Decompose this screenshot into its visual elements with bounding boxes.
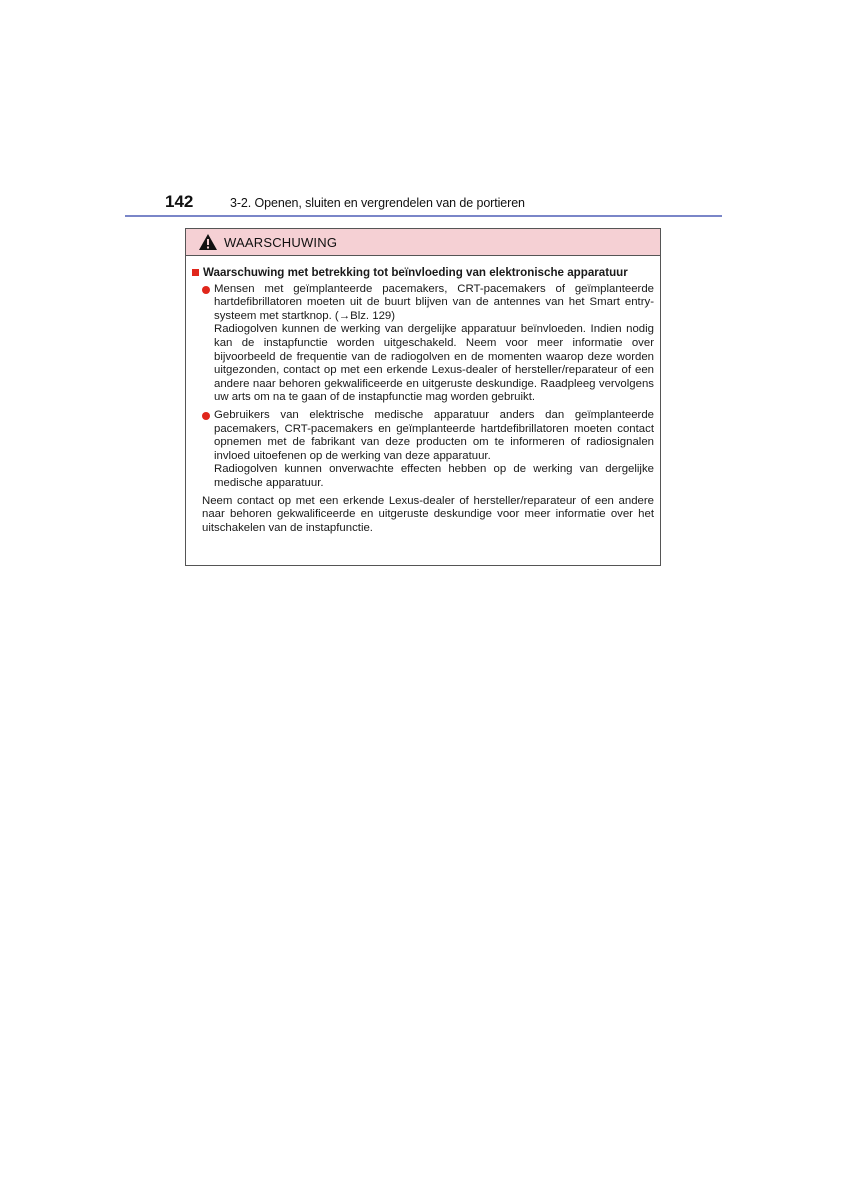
list-item — [192, 409, 654, 491]
list-item — [192, 283, 654, 405]
red-dot-bullet-icon — [202, 412, 210, 420]
warning-heading-text: Waarschuwing met betrekking tot beïnvloeding van elektronische apparatuur — [203, 266, 628, 279]
warning-triangle-icon — [198, 233, 218, 251]
closing-paragraph: Neem contact op met een erkende Lexus-dealer of hersteller/reparateur of een andere naar behoren gekwalificeerde en uitgeruste deskundige voor meer informatie over het uitschakelen van de instapfunctie. — [202, 494, 654, 534]
warning-header — [186, 229, 660, 256]
warning-box — [185, 228, 661, 566]
square-bullet-icon — [192, 269, 199, 276]
list-item-text: Gebruikers van elektrische medische apparatuur anders dan geïmplanteerde pacemakers, CRT-pacemakers en geïmplanteerde hartdefibrillatoren moeten contact opnemen met de fabrikant van deze producten om te informeren of radiosignalen invloed uitoefenen op de werking van deze apparatuur. — [214, 408, 654, 462]
page-header — [125, 190, 722, 218]
warning-subheading — [192, 266, 654, 280]
warning-label: WAARSCHUWING — [224, 234, 338, 250]
header-divider — [125, 215, 722, 217]
list-item-note: Radiogolven kunnen onverwachte effecten hebben op de werking van dergelijke medische apparatuur. — [214, 463, 654, 489]
warning-body — [186, 256, 660, 535]
red-dot-bullet-icon — [202, 286, 210, 294]
section-title: 3-2. Openen, sluiten en vergrendelen van de portieren — [230, 196, 525, 210]
list-item-note: Radiogolven kunnen de werking van dergelijke apparatuur beïnvloeden. Indien nodig kan de instapfunctie worden uitgeschakeld. Neem voor meer informatie over bijvoorbeeld de frequentie van de radiogolven en de momenten waarop deze worden uitgezonden, contact op met een erkende Lexus-dealer of hersteller/reparateur of een andere naar behoren gekwalificeerde en uitgeruste deskundige. Raadpleeg vervolgens uw arts om na te gaan of de instapfunctie mag worden gebruikt. — [214, 323, 654, 404]
page-number: 142 — [165, 192, 194, 211]
list-item-text: Mensen met geïmplanteerde pacemakers, CRT-pacemakers of geïmplanteerde hartdefibrillatoren moeten uit de buurt blijven van de antennes van het Smart entry-systeem met startknop. (→Blz. 129) — [214, 282, 654, 322]
